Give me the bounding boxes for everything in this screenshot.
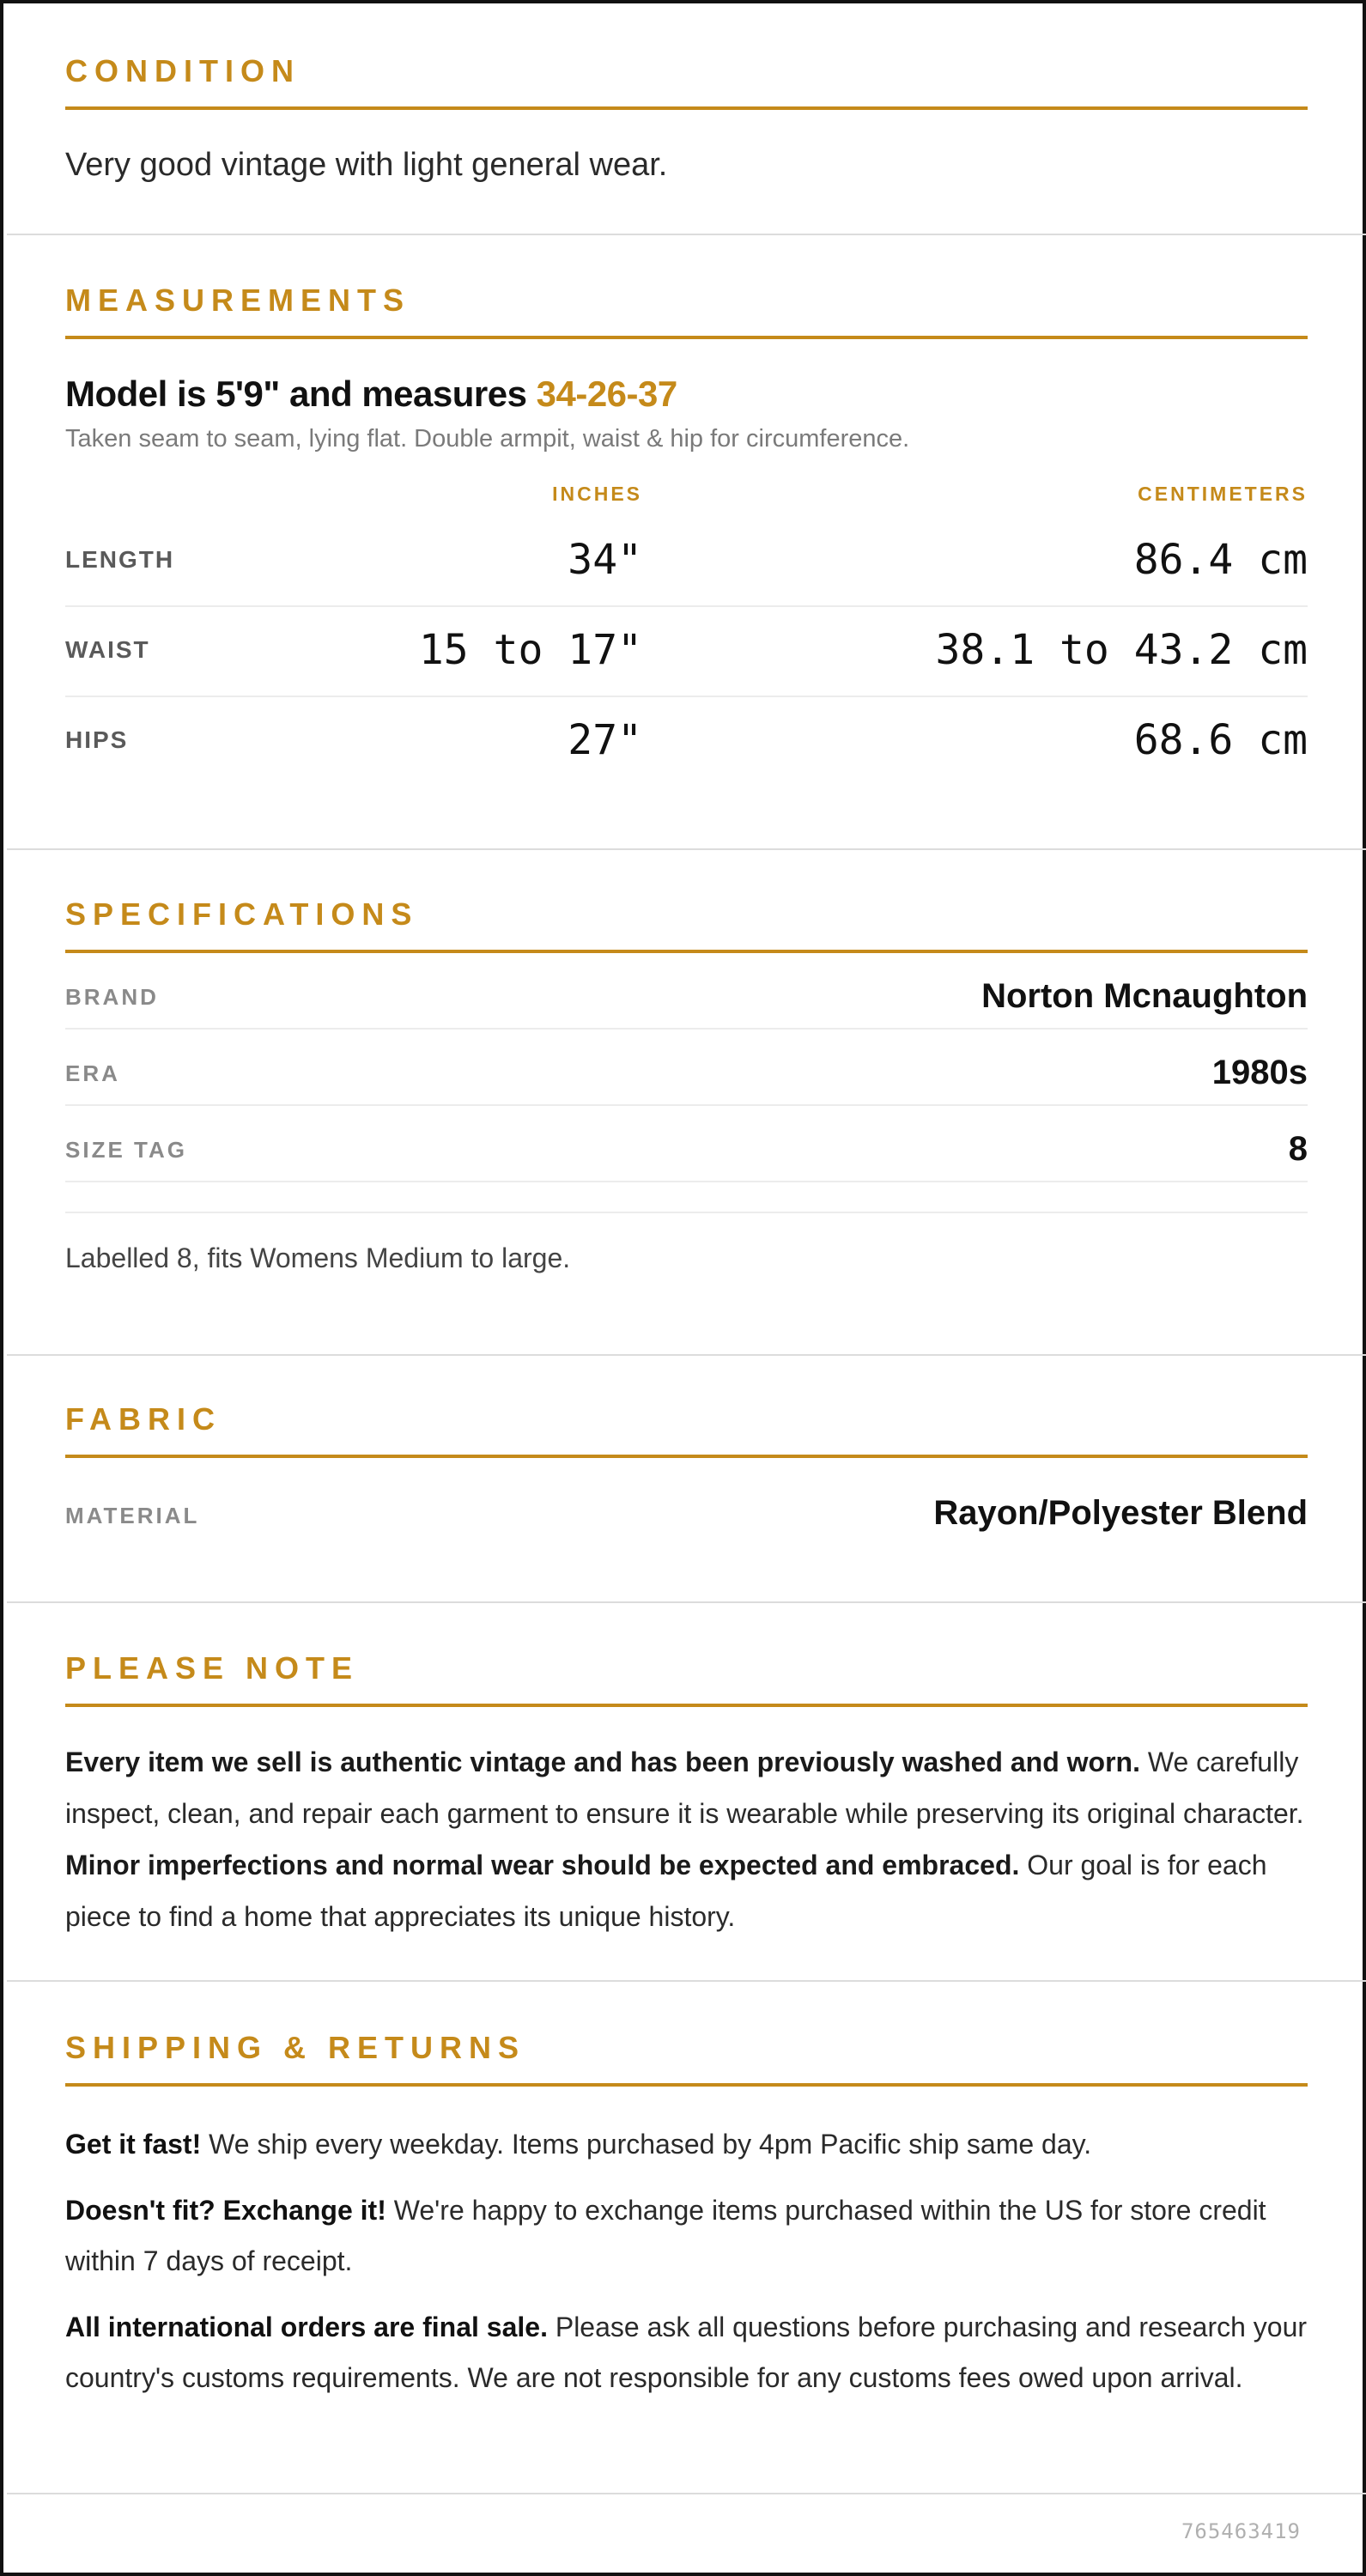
section-divider	[7, 234, 1366, 235]
spec-key: BRAND	[65, 984, 159, 1010]
measurement-cm: 38.1 to 43.2 cm	[935, 626, 1308, 674]
please-note-bold-2: Minor imperfections and normal wear should be expected and embraced.	[65, 1850, 1020, 1880]
heading-rule	[65, 1704, 1308, 1707]
measurements-column-headers	[65, 483, 1308, 517]
spec-row-size-tag	[65, 1106, 1308, 1182]
model-measurements-value: 34-26-37	[536, 374, 677, 414]
section-divider	[7, 1980, 1366, 1982]
item-id: 765463419	[1181, 2519, 1301, 2543]
section-divider	[7, 1354, 1366, 1356]
shipping-heading: SHIPPING & RETURNS	[65, 2030, 526, 2065]
international-bold: All international orders are final sale.	[65, 2312, 548, 2342]
fabric-row-material	[65, 1458, 1308, 1552]
measurement-row-hips	[65, 697, 1308, 787]
international-paragraph	[65, 2302, 1308, 2403]
section-divider	[7, 2493, 1366, 2494]
please-note-text	[65, 1736, 1308, 1942]
please-note-bold-1: Every item we sell is authentic vintage and has been previously washed and worn.	[65, 1747, 1140, 1777]
heading-rule	[65, 106, 1308, 110]
international-text: Please ask all questions before purchasing and research your country's customs requirements. We are not responsible for any customs fees owed upon arrival.	[65, 2312, 1308, 2393]
measurements-section	[7, 283, 1366, 787]
section-divider	[7, 848, 1366, 850]
spec-key: SIZE TAG	[65, 1137, 187, 1163]
fabric-heading: FABRIC	[65, 1401, 222, 1437]
measurement-label: LENGTH	[65, 546, 175, 573]
measurement-inches: 15 to 17"	[418, 626, 642, 674]
condition-heading: CONDITION	[65, 53, 301, 88]
measurement-row-waist	[65, 607, 1308, 697]
returns-text: We're happy to exchange items purchased within the US for store credit within 7 days of receipt.	[65, 2195, 1266, 2276]
inches-column-header: INCHES	[552, 483, 642, 505]
model-measurements	[65, 374, 1308, 415]
heading-rule	[65, 2083, 1308, 2087]
shipping-paragraph	[65, 2119, 1308, 2170]
fabric-value: Rayon/Polyester Blend	[933, 1494, 1308, 1532]
measurement-label: HIPS	[65, 726, 129, 753]
centimeters-column-header: CENTIMETERS	[1138, 483, 1308, 505]
measurement-row-length	[65, 517, 1308, 607]
measurement-label: WAIST	[65, 636, 150, 663]
please-note-section	[7, 1650, 1366, 1942]
returns-bold: Doesn't fit? Exchange it!	[65, 2195, 386, 2226]
measurement-inches: 27"	[568, 716, 642, 764]
spec-row-brand	[65, 953, 1308, 1030]
size-note: Labelled 8, fits Womens Medium to large.	[65, 1212, 1308, 1274]
returns-paragraph	[65, 2185, 1308, 2287]
heading-rule	[65, 336, 1308, 339]
model-measurements-prefix: Model is 5'9" and measures	[65, 374, 537, 414]
spec-value: 8	[1288, 1130, 1308, 1168]
measurements-note: Taken seam to seam, lying flat. Double armpit, waist & hip for circumference.	[65, 425, 910, 453]
section-divider	[7, 1601, 1366, 1603]
measurement-cm: 68.6 cm	[1133, 716, 1308, 764]
condition-section	[7, 53, 1366, 191]
measurements-heading: MEASUREMENTS	[65, 283, 411, 318]
fabric-key: MATERIAL	[65, 1503, 200, 1528]
fabric-section	[7, 1401, 1366, 1552]
spec-row-era	[65, 1030, 1308, 1106]
please-note-text-1: We carefully inspect, clean, and repair each garment to ensure it is wearable while preserving its original character.	[65, 1747, 1304, 1829]
specifications-section	[7, 896, 1366, 1274]
shipping-text: We ship every weekday. Items purchased by 4pm Pacific ship same day.	[201, 2129, 1092, 2160]
measurement-cm: 86.4 cm	[1133, 536, 1308, 584]
condition-text: Very good vintage with light general wear.	[65, 147, 668, 183]
please-note-heading: PLEASE NOTE	[65, 1650, 360, 1686]
specifications-heading: SPECIFICATIONS	[65, 896, 419, 932]
measurement-inches: 34"	[568, 536, 642, 584]
spec-value: 1980s	[1211, 1054, 1308, 1091]
please-note-text-2: Our goal is for each piece to find a home that appreciates its unique history.	[65, 1850, 1267, 1932]
shipping-bold: Get it fast!	[65, 2129, 202, 2160]
spec-value: Norton Mcnaughton	[981, 977, 1308, 1015]
spec-key: ERA	[65, 1060, 120, 1086]
shipping-section	[7, 2030, 1366, 2403]
